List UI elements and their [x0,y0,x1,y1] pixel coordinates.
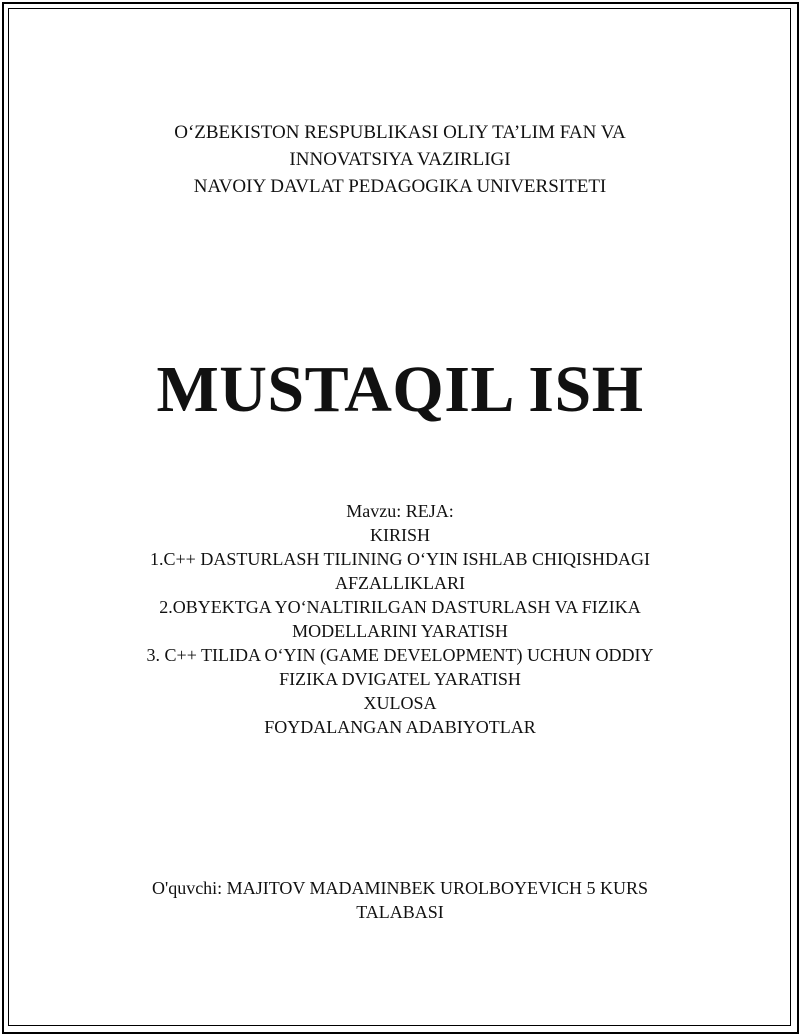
topic-heading: Mavzu: REJA: [346,501,454,521]
document-title: MUSTAQIL ISH [156,353,644,426]
topic-plan [0,499,800,739]
plan-item: FIZIKA DVIGATEL YARATISH [279,669,521,689]
student-line: TALABASI [356,902,444,922]
plan-item: KIRISH [369,525,430,545]
plan-item: 1.C++ DASTURLASH TILINING O‘YIN ISHLAB CHIQISHDAGI [150,549,650,569]
plan-item: XULOSA [363,693,437,713]
header-line-ministry: O‘ZBEKISTON RESPUBLIKASI OLIY TA’LIM FAN VA [174,122,626,143]
plan-item: MODELLARINI YARATISH [292,621,508,641]
plan-item: 3. C++ TILIDA O‘YIN (GAME DEVELOPMENT) UCHUN ODDIY [146,645,654,665]
plan-item: FOYDALANGAN ADABIYOTLAR [264,717,536,737]
plan-item: AFZALLIKLARI [335,573,465,593]
plan-item: 2.OBYEKTGA YO‘NALTIRILGAN DASTURLASH VA FIZIKA [159,597,641,617]
header-line-university: NAVOIY DAVLAT PEDAGOGIKA UNIVERSITETI [193,176,607,197]
header-line-ministry-cont: INNOVATSIYA VAZIRLIGI [289,149,511,170]
student-info [0,876,800,924]
student-line: O'quvchi: MAJITOV MADAMINBEK UROLBOYEVICH 5 KURS [151,878,649,898]
institution-header [0,119,800,200]
